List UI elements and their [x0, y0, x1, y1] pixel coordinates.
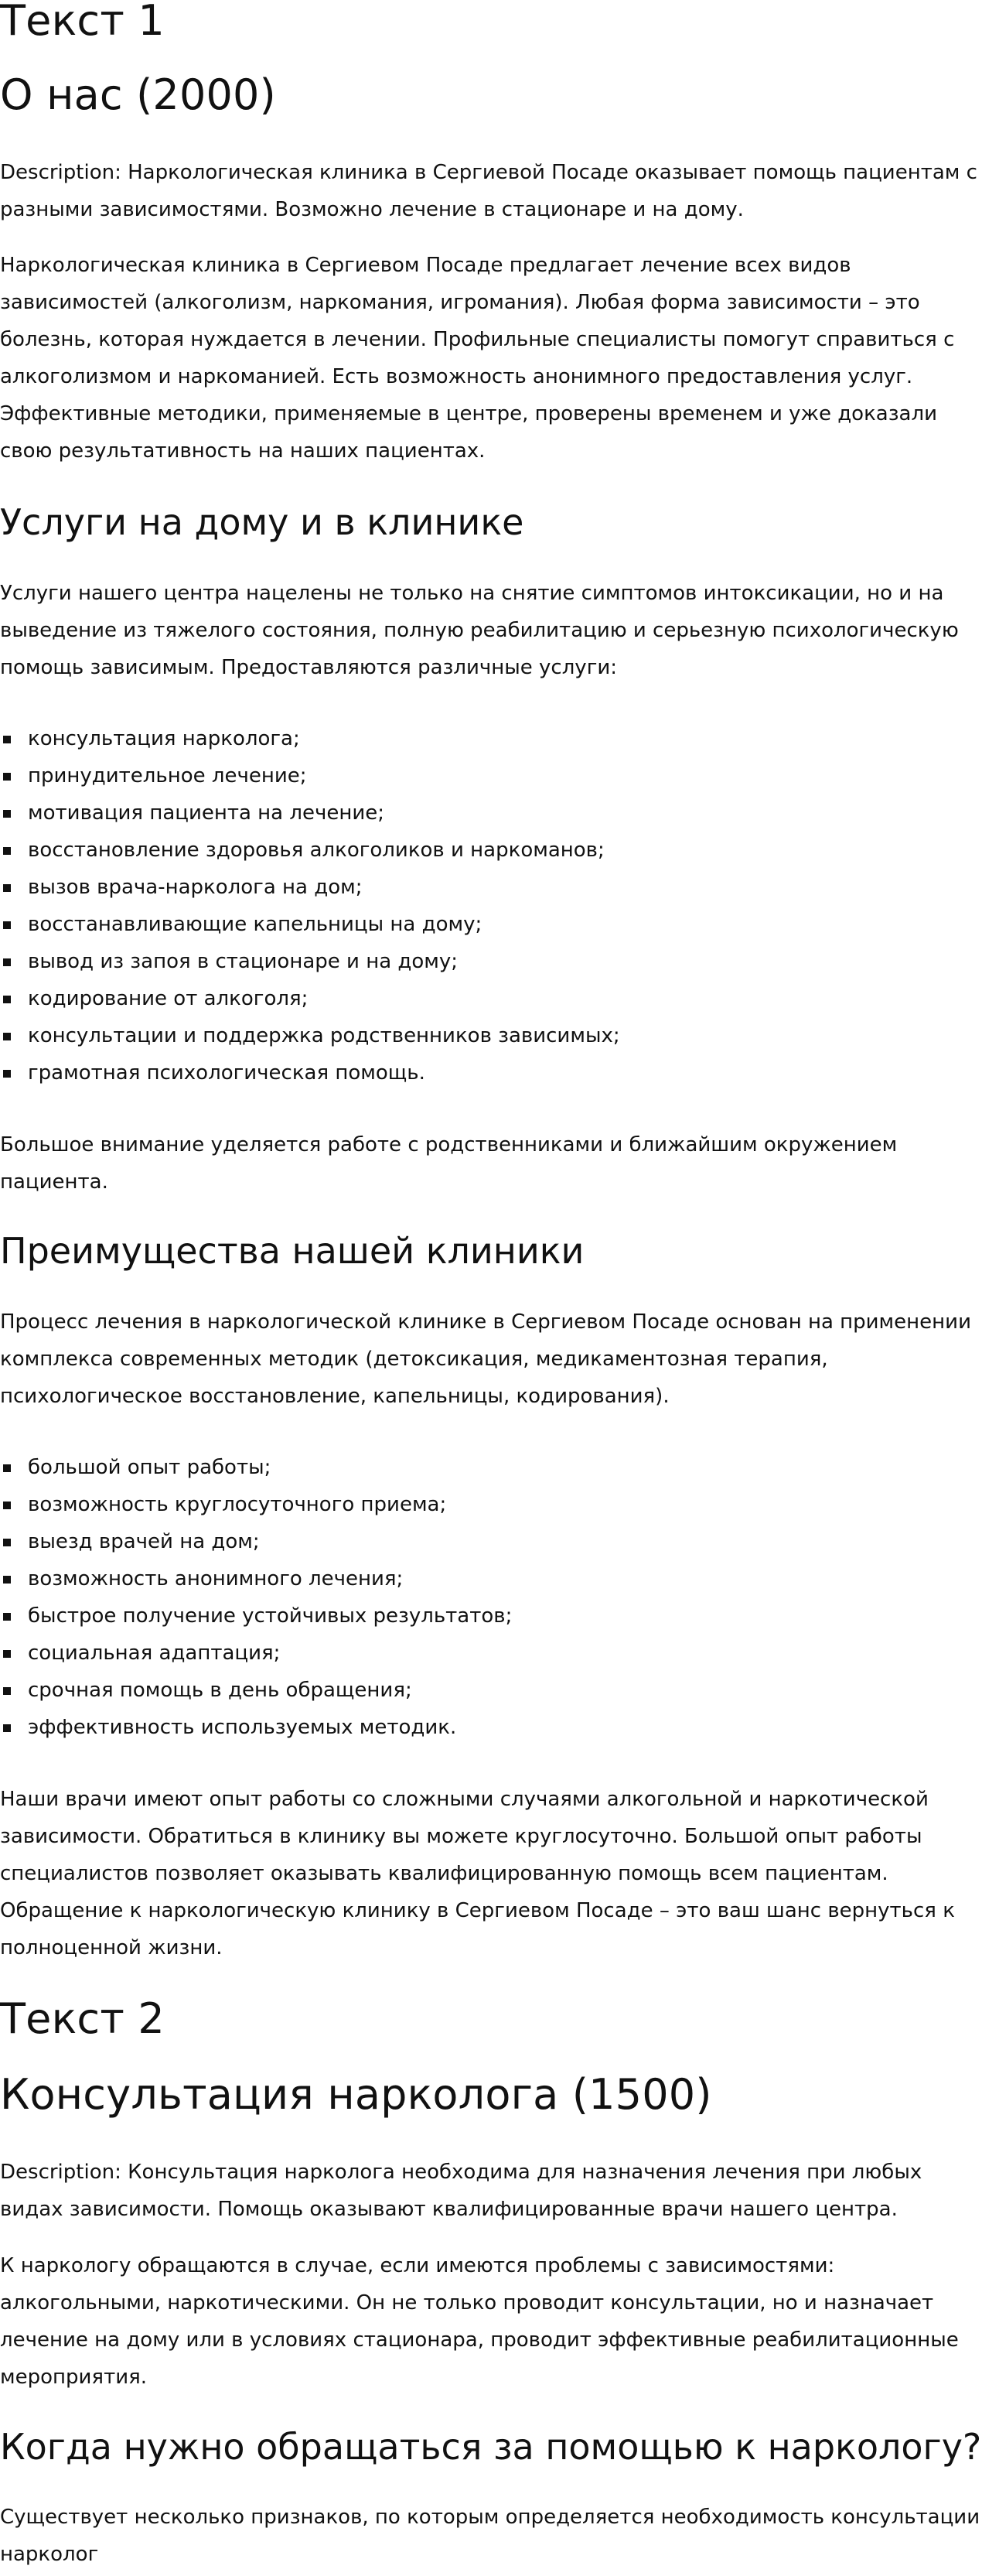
when-heading: Когда нужно обращаться за помощью к наркологу? [0, 2426, 982, 2468]
bullet-icon [3, 1687, 11, 1695]
list-item: грамотная психологическая помощь. [0, 1054, 620, 1092]
bullet-icon [3, 1576, 11, 1584]
list-item: эффективность используемых методик. [0, 1709, 512, 1746]
services-list [0, 720, 620, 1092]
list-item: восстанавливающие капельницы на дому; [0, 906, 620, 943]
text1-label: Текст 1 [0, 0, 165, 45]
list-item: возможность анонимного лечения; [0, 1560, 512, 1597]
list-item: срочная помощь в день обращения; [0, 1672, 512, 1709]
bullet-icon [3, 996, 11, 1003]
bullet-icon [3, 736, 11, 743]
list-item: консультация нарколога; [0, 720, 620, 757]
list-item: большой опыт работы; [0, 1449, 512, 1486]
bullet-icon [3, 958, 11, 966]
list-item: социальная адаптация; [0, 1635, 512, 1672]
list-item: вывод из запоя в стационаре и на дому; [0, 943, 620, 980]
text2-intro: К наркологу обращаются в случае, если имеются проблемы с зависимостями: алкогольными, наркотическими. Он не только проводит консультации, но и назначает лечение на дому или в условиях стационара, проводит эффективные реабилитационные мероприятия. [0, 2254, 959, 2389]
bullet-icon [3, 847, 11, 855]
text1-description: Description: Наркологическая клиника в Сергиевой Посаде оказывает помощь пациентам с разными зависимостями. Возможно лечение в стационаре и на дому. [0, 161, 977, 221]
list-item: возможность круглосуточного приема; [0, 1486, 512, 1523]
text2-title: Консультация нарколога (1500) [0, 2070, 712, 2119]
advantages-list [0, 1449, 512, 1746]
bullet-icon [3, 1724, 11, 1732]
bullet-icon [3, 1502, 11, 1509]
text2-label: Текст 2 [0, 1994, 165, 2043]
advantages-heading: Преимущества нашей клиники [0, 1230, 585, 1272]
text2-description: Description: Консультация нарколога необходима для назначения лечения при любых видах зависимости. Помощь оказывают квалифицированные врачи нашего центра. [0, 2161, 922, 2221]
bullet-icon [3, 1613, 11, 1621]
text1-intro: Наркологическая клиника в Сергиевом Посаде предлагает лечение всех видов зависимостей (алкоголизм, наркомания, игромания). Любая форма зависимости – это болезнь, которая нуждается в лечении. Профильные специалисты помогут справиться с алкоголизмом и наркоманией. Есть возможность анонимного предоставления услуг. Эффективные методики, применяемые в центре, проверены временем и уже доказали свою результативность на наших пациентах. [0, 254, 955, 463]
advantages-intro: Процесс лечения в наркологической клинике в Сергиевом Посаде основан на применении комплекса современных методик (детоксикация, медикаментозная терапия, психологическое восстановление, капельницы, кодирования). [0, 1310, 971, 1408]
list-item: консультации и поддержка родственников зависимых; [0, 1017, 620, 1054]
services-intro: Услуги нашего центра нацелены не только на снятие симптомов интоксикации, но и на выведение из тяжелого состояния, полную реабилитацию и серьезную психологическую помощь зависимым. Предоставляются различные услуги: [0, 582, 959, 679]
bullet-icon [3, 921, 11, 929]
bullet-icon [3, 884, 11, 892]
list-item: восстановление здоровья алкоголиков и наркоманов; [0, 832, 620, 869]
services-outro: Большое внимание уделяется работе с родственниками и ближайшим окружением пациента. [0, 1133, 898, 1194]
list-item: быстрое получение устойчивых результатов; [0, 1597, 512, 1635]
advantages-outro: Наши врачи имеют опыт работы со сложными случаями алкогольной и наркотической зависимости. Обратиться в клинику вы можете круглосуточно. Большой опыт работы специалистов позволяет оказывать квалифицированную помощь всем пациентам. Обращение к наркологическую клинику в Сергиевом Посаде – это ваш шанс вернуться к полноценной жизни. [0, 1788, 955, 1959]
list-item: кодирование от алкоголя; [0, 980, 620, 1017]
bullet-icon [3, 1070, 11, 1078]
bullet-icon [3, 1539, 11, 1546]
services-heading: Услуги на дому и в клинике [0, 501, 524, 543]
bullet-icon [3, 1650, 11, 1658]
list-item: мотивация пациента на лечение; [0, 794, 620, 832]
text1-title: О нас (2000) [0, 70, 276, 119]
bullet-icon [3, 1464, 11, 1472]
bullet-icon [3, 773, 11, 781]
list-item: выезд врачей на дом; [0, 1523, 512, 1560]
bullet-icon [3, 1033, 11, 1040]
bullet-icon [3, 810, 11, 818]
list-item: вызов врача-нарколога на дом; [0, 869, 620, 906]
when-intro: Существует несколько признаков, по которым определяется необходимость консультации нарколог [0, 2506, 980, 2566]
list-item: принудительное лечение; [0, 757, 620, 794]
